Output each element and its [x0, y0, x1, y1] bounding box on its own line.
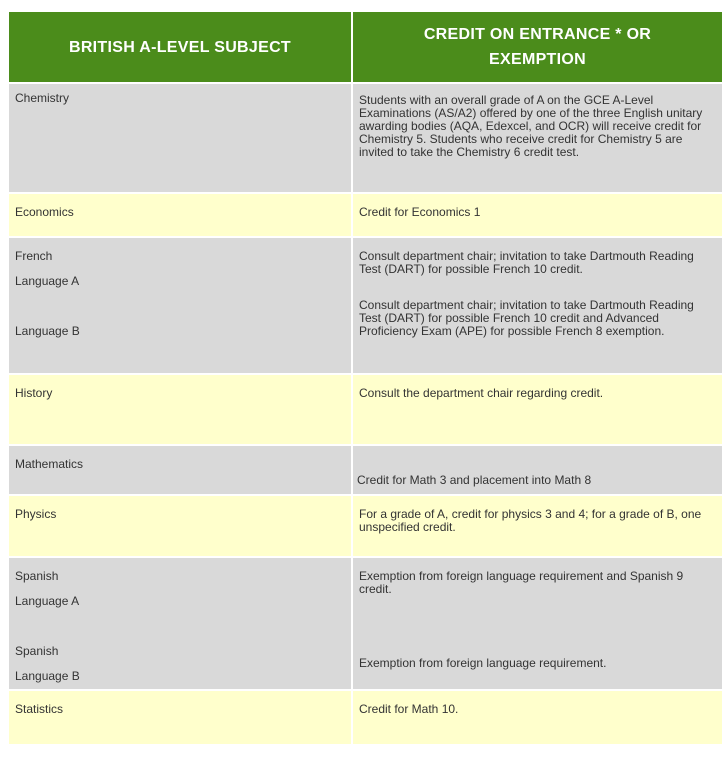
credit-cell — [353, 446, 722, 494]
subject-label: Chemistry — [15, 91, 70, 105]
table-row — [9, 194, 722, 236]
credit-table — [7, 10, 724, 746]
credit-text: Consult the department chair regarding credit. — [359, 386, 604, 400]
credit-text: Credit for Math 3 and placement into Math 8 — [357, 473, 592, 487]
header-subject: BRITISH A-LEVEL SUBJECT — [9, 12, 351, 82]
subject-label: Spanish — [15, 569, 59, 583]
subject-sub-label: Language A — [15, 274, 80, 288]
credit-text: Credit for Economics 1 — [359, 205, 481, 219]
table-row — [9, 558, 722, 689]
subject-label: Spanish — [15, 644, 59, 658]
table-row — [9, 238, 722, 373]
credit-text: Consult department chair; invitation to take Dartmouth Reading Test (DART) for possible French 10 credit and Advanced Proficiency Exam (APE) for possible French 8 exemption. — [359, 298, 694, 338]
subject-label: History — [15, 386, 53, 400]
subject-cell — [9, 84, 351, 192]
subject-cell — [9, 375, 351, 444]
subject-cell — [9, 558, 351, 689]
table-row — [9, 84, 722, 192]
table-row — [9, 446, 722, 494]
subject-cell — [9, 496, 351, 556]
credit-cell — [353, 496, 722, 556]
subject-sub-label: Language B — [15, 324, 80, 338]
subject-label: Mathematics — [15, 457, 84, 471]
credit-table-container — [7, 10, 722, 746]
subject-label: French — [15, 249, 53, 263]
header-credit-line2: EXEMPTION — [489, 51, 586, 68]
table-row — [9, 496, 722, 556]
credit-cell — [353, 194, 722, 236]
credit-text: Students with an overall grade of A on the GCE A-Level Examinations (AS/A2) offered by one of the three English unitary awarding bodies (AQA, Edexcel, and OCR) will receive credit for Chemistry 5. Students who receive credit for Chemistry 5 are invited to take the Chemistry 6 credit test. — [359, 93, 703, 159]
subject-cell — [9, 238, 351, 373]
subject-label: Economics — [15, 205, 74, 219]
credit-cell — [353, 375, 722, 444]
credit-text: For a grade of A, credit for physics 3 and 4; for a grade of B, one unspecified credit. — [359, 507, 702, 534]
subject-sub-label: Language A — [15, 594, 80, 608]
subject-label: Physics — [15, 507, 57, 521]
table-row — [9, 375, 722, 444]
credit-text: Exemption from foreign language requirement and Spanish 9 credit. — [359, 569, 684, 596]
credit-cell — [353, 691, 722, 744]
header-credit — [353, 12, 722, 82]
credit-text: Credit for Math 10. — [359, 702, 459, 716]
credit-text: Exemption from foreign language requirement. — [359, 656, 607, 670]
table-row — [9, 691, 722, 744]
table-header-row — [9, 12, 722, 82]
subject-label: Statistics — [15, 702, 64, 716]
subject-cell — [9, 194, 351, 236]
credit-text: Consult department chair; invitation to take Dartmouth Reading Test (DART) for possible French 10 credit. — [359, 249, 694, 276]
credit-cell — [353, 558, 722, 689]
credit-cell — [353, 84, 722, 192]
subject-cell — [9, 446, 351, 494]
header-credit-line1: CREDIT ON ENTRANCE * OR — [423, 26, 652, 43]
subject-sub-label: Language B — [15, 669, 80, 683]
credit-cell — [353, 238, 722, 373]
subject-cell — [9, 691, 351, 744]
